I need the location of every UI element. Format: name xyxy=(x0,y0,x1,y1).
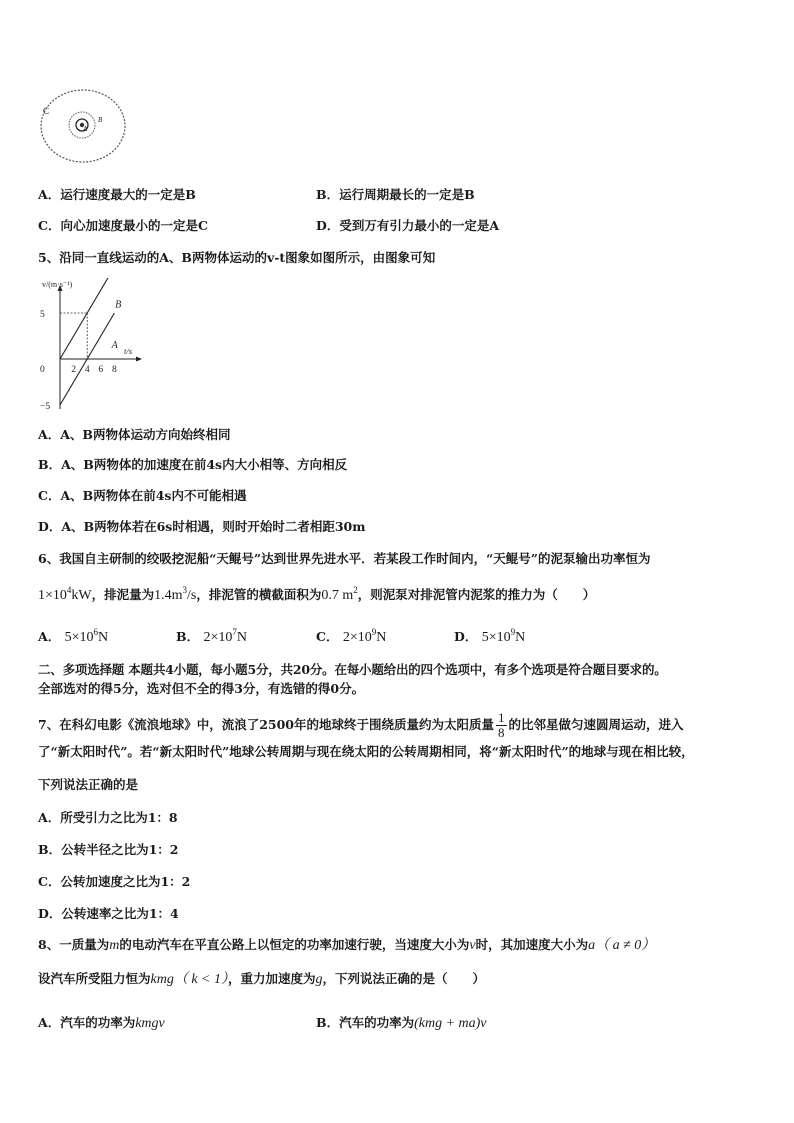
q8-stem-line1: 8、一质量为m的电动汽车在平直公路上以恒定的功率加速行驶，当速度大小为v时，其加速度大小为a（ a ≠ 0） xyxy=(38,937,656,953)
section2-heading-line1: 二、多项选择题 本题共4小题，每小题5分，共20分。在每小题给出的四个选项中，有多个选项是符合题目要求的。 xyxy=(38,662,667,677)
series-b-label: B xyxy=(115,299,122,311)
q8-stem-line2: 设汽车所受阻力恒为kmg（ k < 1），重力加速度为g，下列说法正确的是（ ） xyxy=(38,971,486,987)
q6-option-a: A． $5\times 10^6N$ xyxy=(38,627,109,645)
q4-option-a: A．运行速度最大的一定是B xyxy=(38,187,196,202)
x-tick-label: 2 xyxy=(71,365,76,375)
q4-option-c: C．向心加速度最小的一定是C xyxy=(38,218,208,233)
x-axis-arrow xyxy=(136,357,142,362)
x-tick-label: 8 xyxy=(112,365,117,375)
q7-option-b: B．公转半径之比为1：2 xyxy=(38,842,179,857)
q7-stem-line3: 下列说法正确的是 xyxy=(38,777,139,792)
x-tick-label: 4 xyxy=(84,365,90,375)
vt-graph xyxy=(38,278,218,410)
q5-option-b: B．A、B两物体的加速度在前4s内大小相等、方向相反 xyxy=(38,457,348,472)
q8-option-b: B．汽车的功率为(kmg + ma)v xyxy=(316,1015,487,1031)
fraction-one-eighth: $\frac{1}{8}$ xyxy=(498,710,505,740)
flow-value: $1.4m^3/s$ xyxy=(154,585,197,603)
q8-option-a: A．汽车的功率为kmgv xyxy=(38,1015,165,1031)
x-tick-label: 6 xyxy=(98,365,104,375)
y-tick-label: −5 xyxy=(40,402,51,410)
label-c: C xyxy=(43,106,50,116)
series-a-label: A xyxy=(111,339,118,351)
orbit-figure xyxy=(38,88,130,168)
power-value: $1\times 10^4kW$ xyxy=(38,585,92,603)
q6-option-b: B． $2\times 10^7N$ xyxy=(176,627,247,645)
q5-option-d: D．A、B两物体若在6s时相遇，则时开始时二者相距30m xyxy=(38,519,366,534)
q7-option-d: D．公转速率之比为1：4 xyxy=(38,906,179,921)
q7-option-c: C．公转加速度之比为1：2 xyxy=(38,874,191,889)
area-value: 0.7 $m^2$ xyxy=(321,585,358,603)
q5-option-c: C．A、B两物体在前4s内不可能相遇 xyxy=(38,488,247,503)
q4-option-b: B．运行周期最长的一定是B xyxy=(316,187,475,202)
section2-heading-line2: 全部选对的得5分，选对但不全的得3分，有选错的得0分。 xyxy=(38,681,365,696)
q4-option-d: D．受到万有引力最小的一定是A xyxy=(316,218,500,233)
q6-option-c: C． $2\times 10^9N$ xyxy=(316,627,387,645)
label-a: A xyxy=(83,125,88,133)
q5-option-a: A．A、B两物体运动方向始终相同 xyxy=(38,427,231,442)
q6-stem-line2: $1\times 10^4kW$，排泥量为$1.4m^3/s$，排泥管的横截面积为0.7 $m^2$，则泥泵对排泥管内泥浆的推力为（ ） xyxy=(38,585,596,603)
q5-stem: 5、沿同一直线运动的A、B两物体运动的v-t图象如图所示，由图象可知 xyxy=(38,250,436,265)
y-axis-label: v/(m·s⁻¹) xyxy=(42,280,73,289)
q6-option-d: D． $5\times 10^9N$ xyxy=(454,627,526,645)
q7-option-a: A．所受引力之比为1：8 xyxy=(38,810,178,825)
label-b: B xyxy=(98,116,103,124)
q7-stem-line1: 7、在科幻电影《流浪地球》中，流浪了2500年的地球终于围绕质量约为太阳质量 $\frac{1}{8}$ 的比邻星做匀速圆周运动，进入 xyxy=(38,710,684,740)
y-tick-label: 5 xyxy=(40,310,45,320)
x-axis-label: t/s xyxy=(124,346,133,356)
y-tick-label: 0 xyxy=(40,365,45,375)
q6-stem-line1: 6、我国自主研制的绞吸挖泥船“天鲲号”达到世界先进水平．若某段工作时间内，“天鲲号”的泥泵输出功率恒为 xyxy=(38,551,651,566)
q7-stem-line2: 了“新太阳时代”。若“新太阳时代”地球公转周期与现在绕太阳的公转周期相同，将“新太阳时代”的地球与现在相比较， xyxy=(38,744,694,759)
